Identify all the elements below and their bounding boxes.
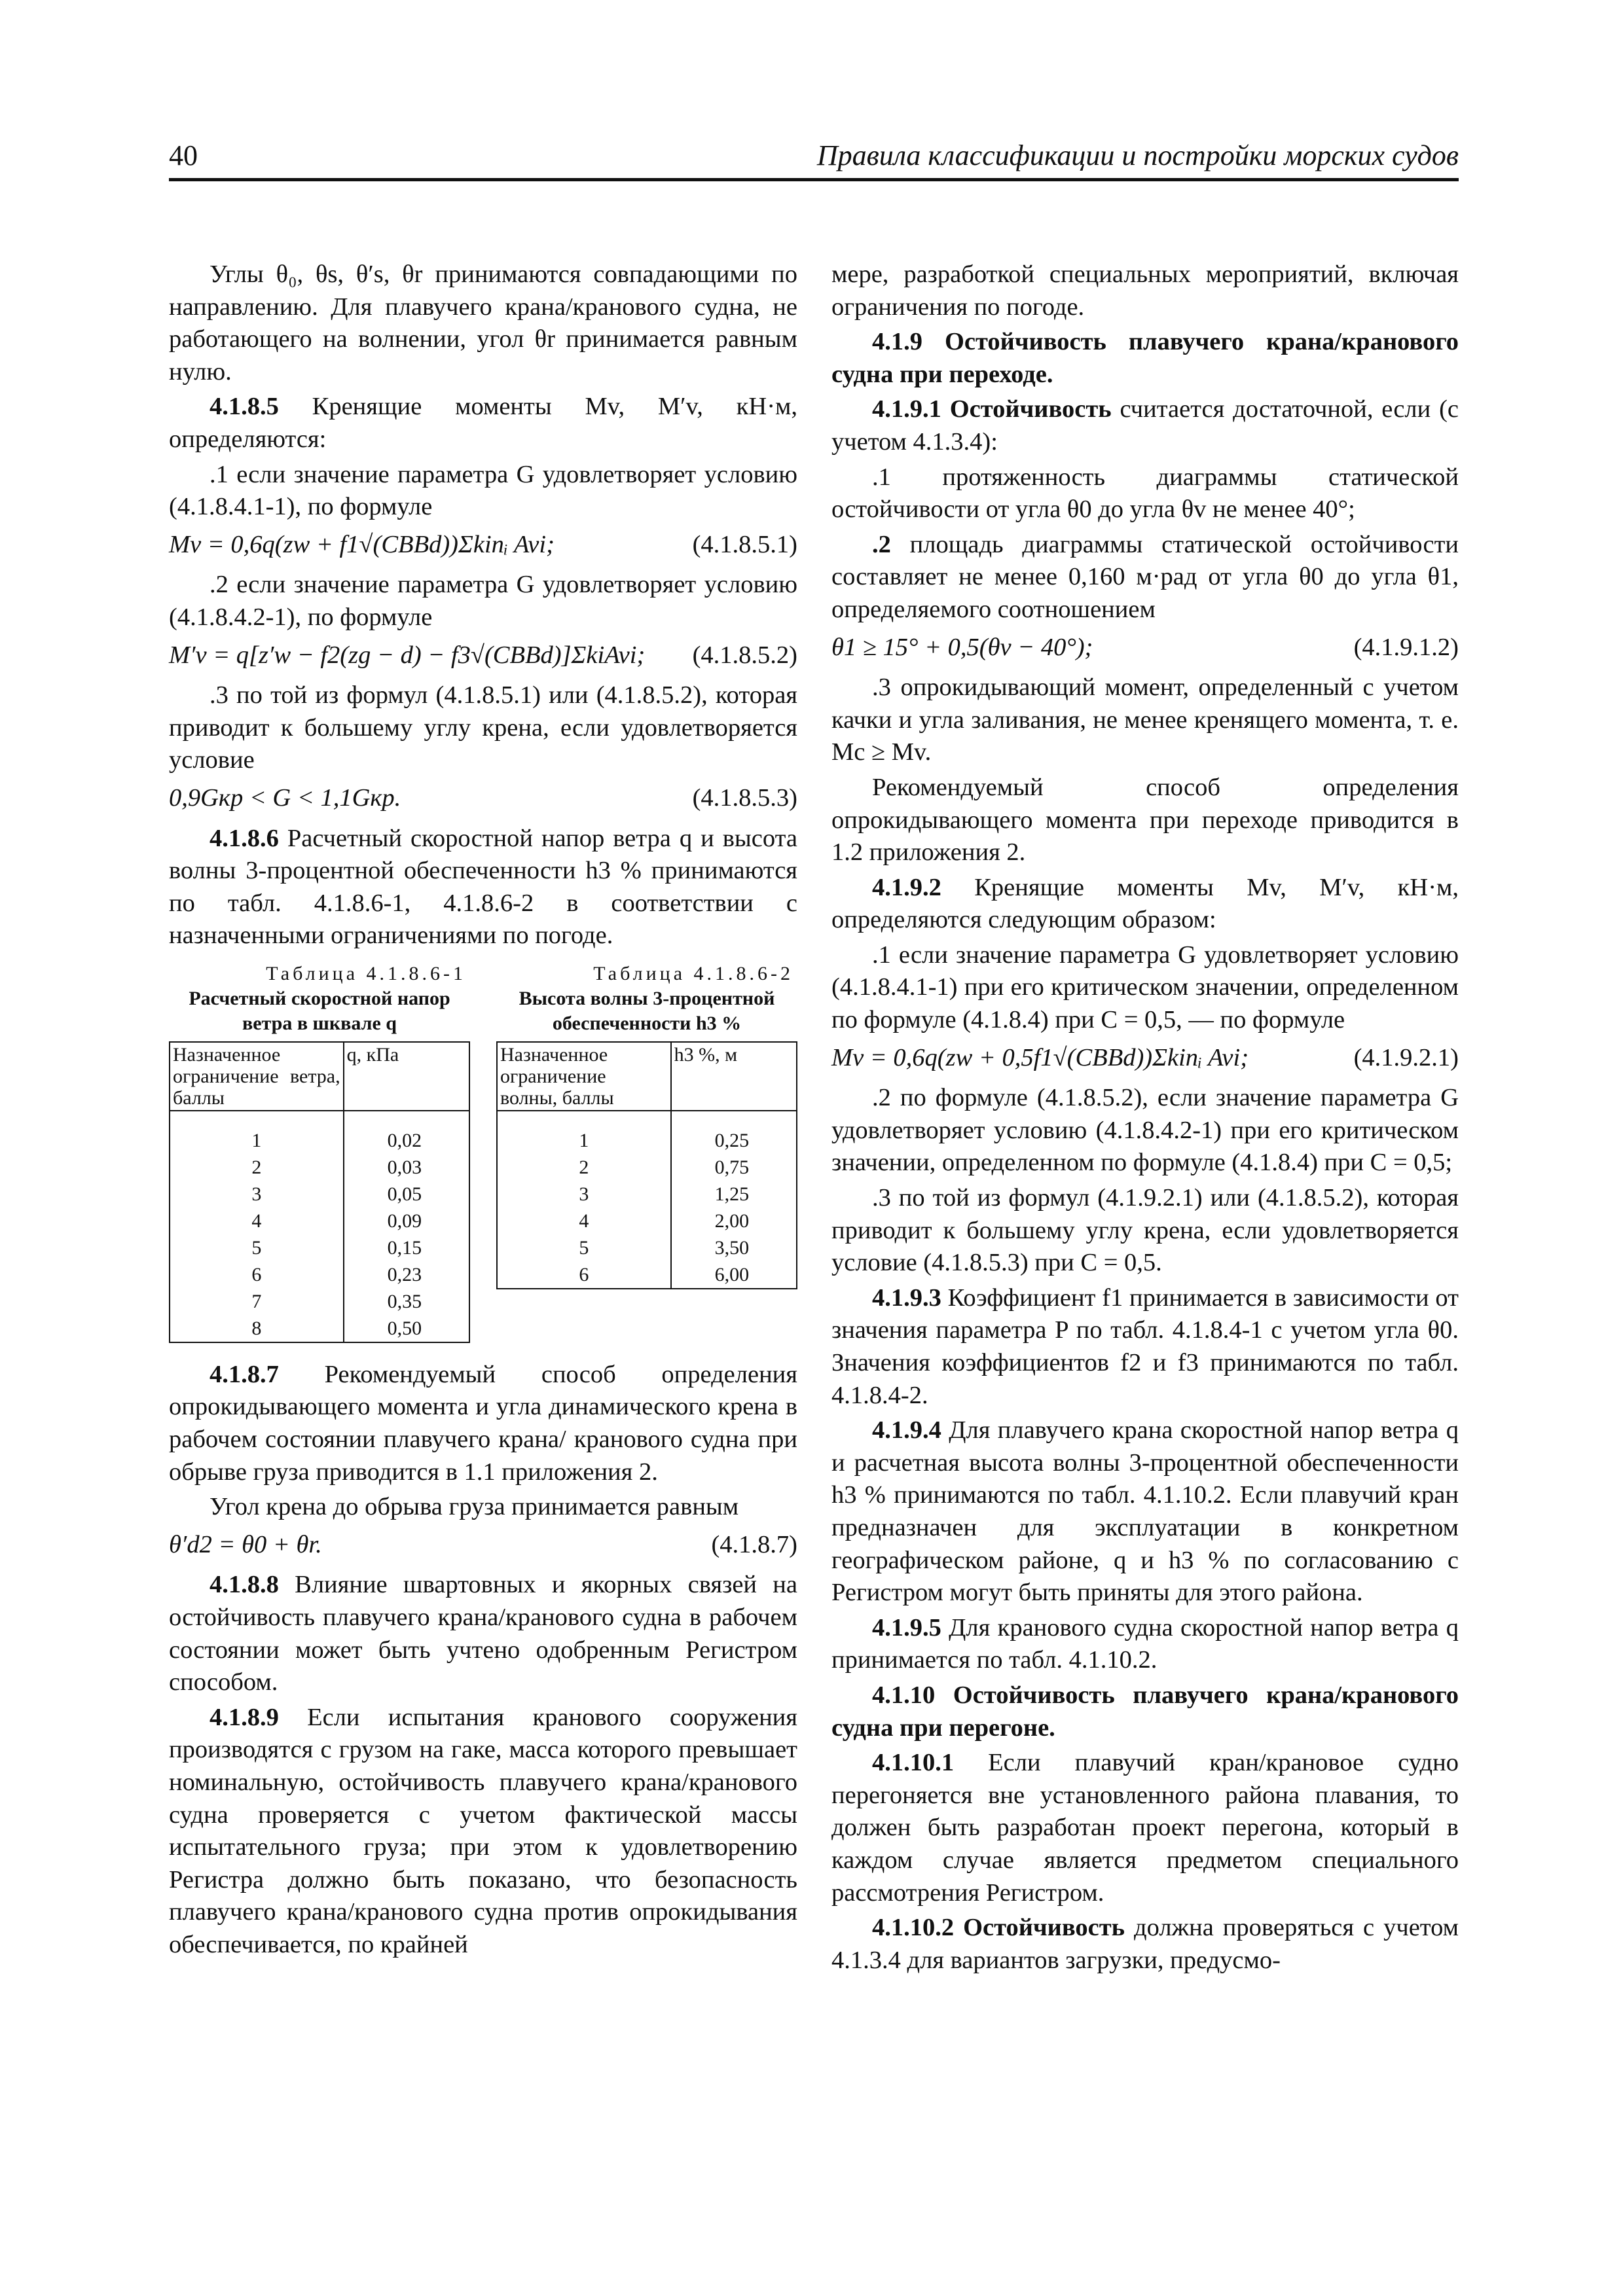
table-cell: 4	[497, 1208, 671, 1234]
table-cell: 4	[170, 1208, 344, 1234]
formula-expression: θ′d2 = θ0 + θr.	[169, 1530, 322, 1558]
table-cell: 1	[170, 1111, 344, 1154]
table-cell: 0,35	[344, 1288, 469, 1315]
wave-table	[496, 1041, 797, 1289]
paragraph	[169, 823, 797, 952]
page-header	[169, 139, 1459, 178]
table-row	[170, 1234, 469, 1261]
section-number: 4.1.9.4	[872, 1416, 941, 1444]
table-row	[170, 1154, 469, 1181]
table-cell: 3	[497, 1181, 671, 1208]
table-cell: 0,75	[671, 1154, 797, 1181]
section-number: 4.1.9.1 Остойчивость	[872, 395, 1112, 423]
formula-number: (4.1.9.2.1)	[1353, 1043, 1459, 1071]
table-header: h3 %, м	[671, 1042, 797, 1111]
table-title: Высота волны 3-процентной обеспеченности h3 %	[519, 987, 775, 1034]
table-cell: 6,00	[671, 1261, 797, 1289]
formula	[169, 639, 797, 672]
paragraph	[831, 872, 1459, 937]
table-cell: 2	[170, 1154, 344, 1181]
table-row	[497, 1208, 797, 1234]
table-title: Расчетный скоростной напор ветра в шквале q	[189, 987, 450, 1034]
formula-number: (4.1.8.5.2)	[692, 641, 797, 669]
paragraph-text: Кренящие моменты Mv, M′v, кН·м, определяются:	[169, 393, 797, 453]
table-row	[497, 1261, 797, 1289]
paragraph: мере, разработкой специальных мероприятий, включая ограничения по погоде.	[831, 260, 1459, 321]
table-cell: 0,23	[344, 1261, 469, 1288]
running-title: Правила классификации и постройки морских судов	[816, 139, 1459, 171]
table-row	[170, 1261, 469, 1288]
table-cell: 6	[497, 1261, 671, 1289]
table-cell: 7	[170, 1288, 344, 1315]
table-cell: 0,09	[344, 1208, 469, 1234]
formula-expression: 0,9Gкр < G < 1,1Gкр.	[169, 783, 401, 812]
paragraph	[831, 1414, 1459, 1609]
table-header: Назначенное ограничение ветра, баллы	[170, 1042, 344, 1111]
section-number: 4.1.10.2 Остойчивость	[872, 1914, 1125, 1942]
table-cell: 3	[170, 1181, 344, 1208]
formula-expression: Mv = 0,6q(zw + f1√(CBBd))Σkinᵢ Avi;	[169, 530, 555, 558]
paragraph-text: Для кранового судна скоростной напор ветра q принимается по табл. 4.1.10.2.	[831, 1613, 1459, 1674]
table-row	[170, 1315, 469, 1342]
table-row	[170, 1288, 469, 1315]
table-cell: 5	[497, 1234, 671, 1261]
paragraph	[169, 1359, 797, 1488]
paragraph	[169, 1569, 797, 1698]
table-cell: 5	[170, 1234, 344, 1261]
paragraph	[831, 1612, 1459, 1677]
table-cell: 1	[497, 1111, 671, 1154]
paragraph	[169, 391, 797, 456]
table-row	[497, 1234, 797, 1261]
table-label: Таблица 4.1.8.6-2	[593, 962, 793, 984]
paragraph-text: Если испытания кранового сооружения производятся с грузом на гаке, масса которого превышает номинальную, остойчивость плавучего крана/кранового судна проверяется с учетом фактической массы испытательного груза; при этом к удовлетворению Регистра должно быть показано, что безопасность плавучего крана/кранового судна против опрокидывания обеспечивается, по крайней	[169, 1703, 797, 1958]
paragraph: .3 по той из формул (4.1.8.5.1) или (4.1.8.5.2), которая приводит к большему углу крена, если удовлетворяется условие	[169, 681, 797, 774]
paragraph: Углы θ₀, θs, θ′s, θr принимаются совпадающими по направлению. Для плавучего крана/кранового судна, не работающего на волнении, угол θr принимается равным нулю.	[169, 260, 797, 386]
paragraph-text: Влияние швартовных и якорных связей на остойчивость плавучего крана/кранового судна в рабочем состоянии может быть учтено одобренным Регистром способом.	[169, 1571, 797, 1696]
paragraph: Рекомендуемый способ определения опрокидывающего момента при переходе приводится в 1.2 приложения 2.	[831, 773, 1459, 867]
formula	[169, 782, 797, 815]
section-number: 4.1.8.8	[210, 1571, 279, 1599]
table-cell: 2	[497, 1154, 671, 1181]
paragraph: .1 если значение параметра G удовлетворяет условию (4.1.8.4.1-1) при его критическом значении, определенном по формуле (4.1.8.4) при C = 0,5, — по формуле	[831, 941, 1459, 1034]
paragraph-text: Если плавучий кран/крановое судно перегоняется вне установленного района плавания, то должен быть разработан проект перегона, который в каждом случае является предметом специального рассмотрения Регистром.	[831, 1749, 1459, 1907]
formula-number: (4.1.8.5.1)	[692, 530, 797, 558]
table-row	[497, 1181, 797, 1208]
paragraph: .2 если значение параметра G удовлетворяет условию (4.1.8.4.2-1), по формуле	[169, 571, 797, 631]
formula-number: (4.1.8.7)	[711, 1530, 797, 1558]
formula-number: (4.1.8.5.3)	[692, 783, 797, 812]
paragraph	[831, 1912, 1459, 1977]
table-cell: 0,05	[344, 1181, 469, 1208]
page-number: 40	[169, 139, 198, 171]
item-number: .2	[872, 530, 891, 558]
formula	[831, 1042, 1459, 1075]
section-number: 4.1.9.5	[872, 1613, 941, 1641]
table-cell: 8	[170, 1315, 344, 1342]
header-rule	[169, 178, 1459, 181]
table-cell: 1,25	[671, 1181, 797, 1208]
table-row	[497, 1154, 797, 1181]
table-header: Назначенное ограничение волны, баллы	[497, 1042, 671, 1111]
paragraph-text: Кренящие моменты Mv, M′v, кН·м, определяются следующим образом:	[831, 873, 1459, 934]
paragraph: .1 протяженность диаграммы статической остойчивости от угла θ0 до угла θv не менее 40°;	[831, 463, 1459, 524]
table-cell: 6	[170, 1261, 344, 1288]
wind-table	[169, 1041, 470, 1343]
formula	[169, 529, 797, 562]
table-wind	[169, 961, 470, 1343]
formula-expression: M′v = q[z′w − f2(zg − d) − f3√(CBBd)]ΣkiAvi;	[169, 641, 646, 669]
section-number: 4.1.9.2	[872, 873, 941, 901]
section-number: 4.1.9.3	[872, 1283, 941, 1312]
paragraph-text: считается достаточной, если (с учетом 4.1.3.4):	[831, 395, 1459, 456]
table-row	[170, 1111, 469, 1154]
table-cell: 3,50	[671, 1234, 797, 1261]
formula	[831, 632, 1459, 664]
table-row	[170, 1181, 469, 1208]
paragraph-text: должна проверяться с учетом 4.1.3.4 для вариантов загрузки, предусмо-	[831, 1914, 1459, 1974]
table-cell: 0,15	[344, 1234, 469, 1261]
section-number: 4.1.8.5	[210, 393, 279, 421]
table-cell: 2,00	[671, 1208, 797, 1234]
paragraph: Угол крена до обрыва груза принимается равным	[210, 1493, 739, 1521]
table-cell: 0,50	[344, 1315, 469, 1342]
section-number: 4.1.8.9	[210, 1703, 279, 1731]
table-wave	[496, 961, 797, 1343]
table-cell: 0,25	[671, 1111, 797, 1154]
section-number: 4.1.8.6	[210, 824, 279, 852]
paragraph	[169, 1702, 797, 1962]
paragraph	[831, 393, 1459, 458]
table-label: Таблица 4.1.8.6-1	[266, 962, 466, 984]
paragraph: .2 по формуле (4.1.8.5.2), если значение параметра G удовлетворяет условию (4.1.8.4.2-1) при его критическом значении, определенном по формуле (4.1.8.4) при C = 0,5;	[831, 1084, 1459, 1177]
section-number: 4.1.10.1	[872, 1749, 955, 1777]
table-header: q, кПа	[344, 1042, 469, 1111]
paragraph-text: Для плавучего крана скоростной напор ветра q и расчетная высота волны 3-процентной обеспеченности h3 % принимаются по табл. 4.1.10.2. Если плавучий кран предназначен для эксплуатации в конкретном географическом районе, q и h3 % по согласованию с Регистром могут быть приняты для этого района.	[831, 1416, 1459, 1607]
paragraph	[831, 1747, 1459, 1909]
table-row	[497, 1111, 797, 1154]
paragraph	[831, 1282, 1459, 1412]
formula-expression: Mv = 0,6q(zw + 0,5f1√(CBBd))Σkinᵢ Avi;	[831, 1043, 1249, 1071]
table-cell: 0,03	[344, 1154, 469, 1181]
table-cell: 0,02	[344, 1111, 469, 1154]
table-row	[170, 1208, 469, 1234]
paragraph-text: Коэффициент f1 принимается в зависимости от значения параметра P по табл. 4.1.8.4-1 с учетом угла θ0. Значения коэффициентов f2 и f3 принимаются по табл. 4.1.8.4-2.	[831, 1283, 1459, 1409]
formula	[169, 1529, 797, 1562]
paragraph-text: площадь диаграммы статической остойчивости составляет не менее 0,160 м·рад от угла θ0 до угла θ1, определяемого соотношением	[831, 530, 1459, 623]
right-column	[831, 259, 1459, 1979]
formula-number: (4.1.9.1.2)	[1353, 633, 1459, 661]
section-number: 4.1.8.7	[210, 1360, 279, 1388]
paragraph-text: Рекомендуемый способ определения опрокидывающего момента и угла динамического крена в рабочем состоянии плавучего крана/ кранового судна при обрыве груза приводится в 1.1 приложения 2.	[169, 1360, 797, 1486]
paragraph: .3 по той из формул (4.1.9.2.1) или (4.1.8.5.2), которая приводит к большему углу крена, если удовлетворяется условие (4.1.8.5.3) при C = 0,5.	[831, 1184, 1459, 1277]
paragraph: .1 если значение параметра G удовлетворяет условию (4.1.8.4.1-1), по формуле	[169, 460, 797, 521]
formula-expression: θ1 ≥ 15° + 0,5(θv − 40°);	[831, 633, 1093, 661]
section-heading: 4.1.10 Остойчивость плавучего крана/кранового судна при перегоне.	[831, 1681, 1459, 1742]
paragraph	[831, 529, 1459, 626]
left-column	[169, 259, 797, 1964]
section-heading: 4.1.9 Остойчивость плавучего крана/кранового судна при переходе.	[831, 328, 1459, 388]
paragraph-text: Расчетный скоростной напор ветра q и высота волны 3-процентной обеспеченности h3 % принимаются по табл. 4.1.8.6-1, 4.1.8.6-2 в соответствии с назначенными ограничениями по погоде.	[169, 824, 797, 950]
paragraph: .3 опрокидывающий момент, определенный с учетом качки и угла заливания, не менее кренящего момента, т. е. Mc ≥ Mv.	[831, 673, 1459, 766]
tables-row	[169, 961, 797, 1343]
